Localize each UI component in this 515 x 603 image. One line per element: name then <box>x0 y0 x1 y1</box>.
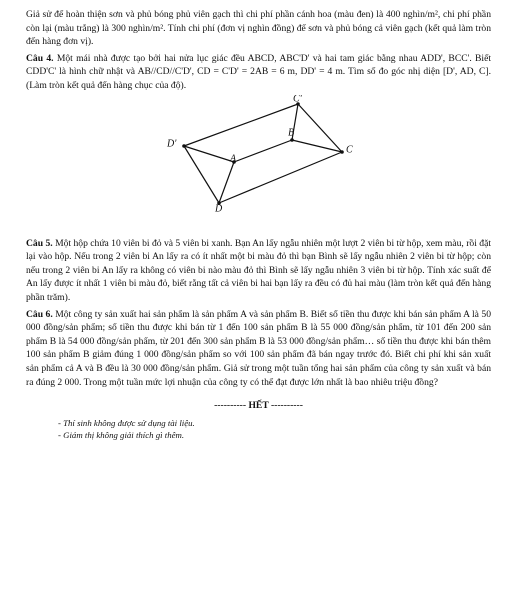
question-4 <box>26 52 491 93</box>
question-4-label: Câu 4. <box>26 52 54 64</box>
point-B <box>290 138 294 142</box>
edge-A-B <box>234 140 292 162</box>
label-B: B <box>288 126 295 138</box>
point-D' <box>182 144 186 148</box>
edge-D'-D <box>184 146 219 203</box>
point-C <box>340 150 344 154</box>
edge-D'-C' <box>184 104 298 146</box>
question-6-label: Câu 6. <box>26 308 53 320</box>
edge-C-D <box>219 152 342 203</box>
question-5-text: Một hộp chứa 10 viên bi đỏ và 5 viên bi xanh. Bạn An lấy ngẫu nhiên một lượt 2 viên bi từ hộp, xem màu, rồi đặt lại vào hộp. Nếu trong 2 viên bi An lấy ra có ít nhất một bi màu đỏ thì bạn Bình sẽ lấy ngẫu nhiên 2 viên bi từ hộp; còn nếu trong 2 viên bi An lấy ra không có viên bi nào màu đỏ thì Bình sẽ lấy ngẫu nhiên 3 viên bi từ hộp. Tính xác suất để An lấy được ít nhất 1 viên bi màu đỏ, biết rằng tất cả viên bi hai bạn lấy ra đều có đủ hai màu (làm tròn kết quả đến hàng phần trăm). <box>26 237 491 303</box>
edge-B-C <box>292 140 342 152</box>
label-D': D' <box>167 137 177 149</box>
edge-D'-A <box>184 146 234 162</box>
question-6 <box>26 308 491 390</box>
end-marker: ---------- HẾT ---------- <box>214 400 303 412</box>
label-C': C' <box>293 94 302 104</box>
exam-notes <box>26 417 491 441</box>
label-A: A <box>230 152 237 164</box>
edge-A-D <box>219 162 234 203</box>
roof-figure <box>26 95 491 233</box>
label-C: C <box>346 143 353 155</box>
question-6-text: Một công ty sản xuất hai sản phẩm là sản phẩm A và sản phẩm B. Biết số tiền thu được khi bán sản phẩm A là 50 000 đồng/sản phẩm; số tiền thu được khi bán từ 1 đến 100 sản phẩm B là 55 000 đồng/sản phẩm, từ 101 đến 200 sản phẩm B là 54 000 đồng/sản phẩm, từ 201 đến 300 sản phẩm B là 53 000 đồng/sản phẩm… số tiền thu được khi bán thêm 100 sản phẩm B giảm đúng 1 000 đồng/sản phẩm so với 100 sản phẩm đã bán ngay trước đó. Biết chi phí khi sản xuất sản phẩm cả A và B đều là 30 000 đồng/sản phẩm. Giả sử trong một tuần tổng hai sản phẩm của công ty sản xuất và bán ra đúng 2 000. Trong một tuần mức lợi nhuận của công ty có thể đạt được lớn nhất là bao nhiêu triệu đồng? <box>26 308 491 388</box>
roof-diagram <box>26 95 491 233</box>
label-D: D <box>215 202 223 214</box>
question-5 <box>26 237 491 305</box>
question-4-text: Một mái nhà được tạo bởi hai nửa lục giác đều ABCD, ABC'D' và hai tam giác bằng nhau ADD', BCC'. Biết CDD'C' là hình chữ nhật và AB//CD//C'D', CD = C'D' = 2AB = 6 m, DD' = 4 m. Tìm số đo góc nhị diện [D', AD, C]. (Làm tròn kết quả đến hàng chục của độ). <box>26 52 492 91</box>
edge-C'-C <box>298 104 342 152</box>
note-item: - Giám thị không giải thích gì thêm. <box>58 429 185 440</box>
exam-page <box>26 8 491 441</box>
intro-paragraph: Giả sử để hoàn thiện sơn và phủ bóng phủ viên gạch thì chi phí phần cánh hoa (màu đen) là 400 nghìn/m², chi phí phần còn lại (màu trắng) là 300 nghìn/m². Tính chi phí (đơn vị nghìn đồng) để sơn và phủ bóng cả viên gạch (kết quả làm tròn đến hàng đơn vị). <box>26 9 491 48</box>
note-item: - Thí sinh không được sử dụng tài liệu. <box>58 417 195 428</box>
question-5-label: Câu 5. <box>26 237 53 249</box>
